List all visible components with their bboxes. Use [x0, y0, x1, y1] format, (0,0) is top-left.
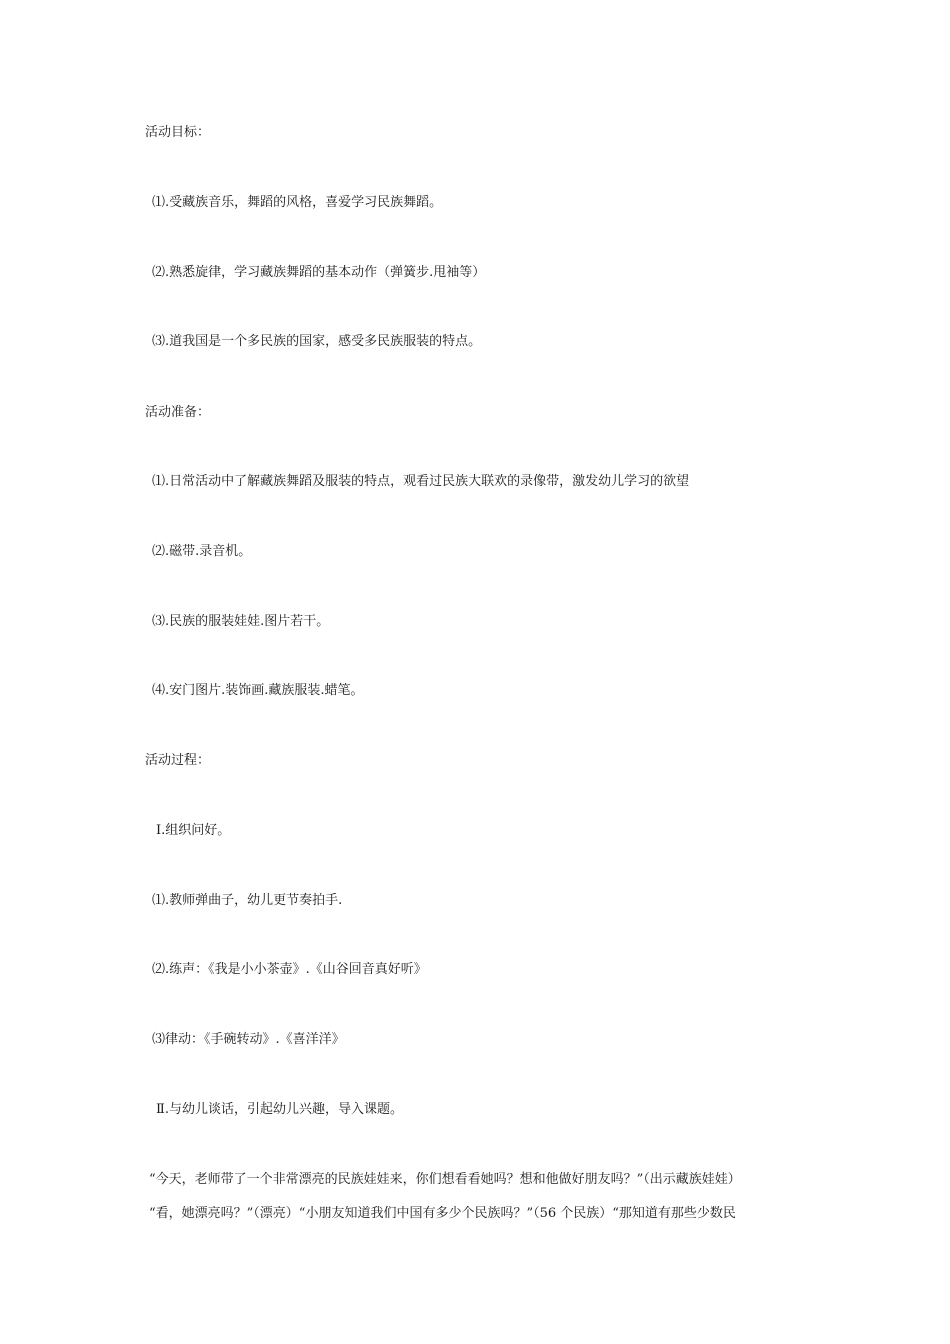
goals-item-2: ⑵.熟悉旋律，学习藏族舞蹈的基本动作（弹簧步.甩袖等）: [152, 265, 486, 280]
preparation-item-1: ⑴.日常活动中了解藏族舞蹈及服装的特点，观看过民族大联欢的录像带，激发幼儿学习的欲望: [152, 474, 690, 489]
process-step2-title: Ⅱ.与幼儿谈话，引起幼儿兴趣，导入课题。: [156, 1102, 403, 1117]
preparation-item-3: ⑶.民族的服装娃娃.图片若干。: [152, 614, 330, 629]
process-step1-item-1: ⑴.教师弹曲子，幼儿更节奏拍手.: [152, 893, 343, 908]
process-step2-paragraph-line-1: “今天，老师带了一个非常漂亮的民族娃娃来，你们想看看她吗？想和他做好朋友吗？”（出示藏族娃娃）: [149, 1172, 741, 1187]
process-step2-paragraph-line-2: “看，她漂亮吗？”（漂亮）“小朋友知道我们中国有多少个民族吗？”（56 个民族）“那知道有那些少数民: [149, 1206, 736, 1221]
goals-item-1: ⑴.受藏族音乐，舞蹈的风格，喜爱学习民族舞蹈。: [152, 195, 443, 210]
process-step1-item-2: ⑵.练声：《我是小小茶壶》.《山谷回音真好听》: [152, 962, 427, 977]
process-heading: 活动过程：: [145, 753, 211, 768]
preparation-heading: 活动准备：: [145, 405, 211, 420]
preparation-item-4: ⑷.安门图片.装饰画.藏族服装.蜡笔。: [152, 683, 364, 698]
process-step1-item-3: ⑶律动：《手碗转动》.《喜洋洋》: [152, 1032, 345, 1047]
goals-heading: 活动目标：: [145, 125, 211, 140]
preparation-item-2: ⑵.磁带.录音机。: [152, 544, 252, 559]
process-step1-title: Ⅰ.组织问好。: [156, 823, 231, 838]
goals-item-3: ⑶.道我国是一个多民族的国家，感受多民族服装的特点。: [152, 334, 482, 349]
